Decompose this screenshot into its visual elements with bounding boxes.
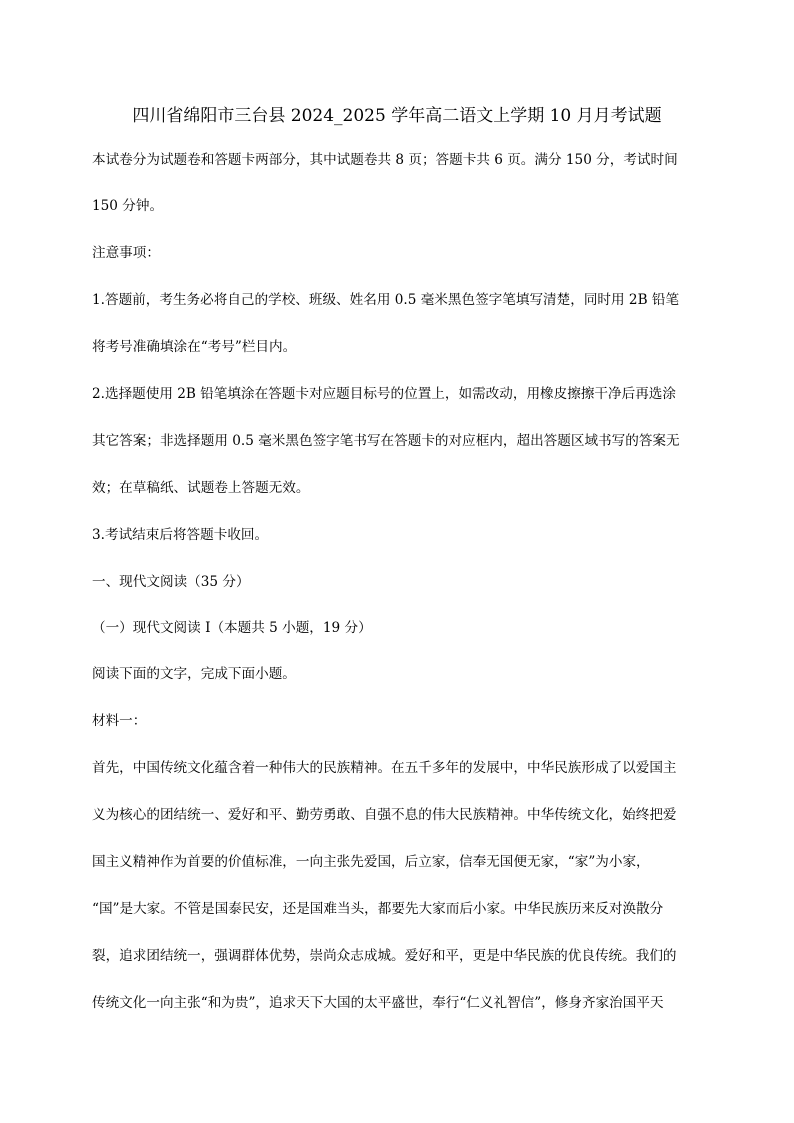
material-label: 材料一： (92, 713, 147, 729)
passage-line-2: 义为核心的团结统一、爱好和平、勤劳勇敢、自强不息的伟大民族精神。中华传统文化，始终把爱 (92, 807, 677, 823)
note-item-2-line-3: 效；在草稿纸、试题卷上答题无效。 (92, 480, 310, 496)
intro-line-2: 150 分钟。 (92, 198, 164, 214)
intro-line-1: 本试卷分为试题卷和答题卡两部分，其中试题卷共 8 页；答题卡共 6 页。满分 150 分，考试时间 (92, 152, 678, 168)
note-item-3: 3.考试结束后将答题卡收回。 (92, 527, 269, 543)
section-sub-heading: （一）现代文阅读 I（本题共 5 小题，19 分） (92, 620, 372, 636)
notes-heading: 注意事项： (92, 245, 160, 261)
exam-title: 四川省绵阳市三台县 2024_2025 学年高二语文上学期 10 月月考试题 (132, 106, 662, 126)
passage-line-6: 传统文化一向主张“和为贵”，追求天下大国的太平盛世，奉行“仁义礼智信”，修身齐家治国平天 (92, 995, 664, 1011)
passage-line-3: 国主义精神作为首要的价值标准，一向主张先爱国，后立家，信奉无国便无家，“家”为小家， (92, 854, 650, 870)
section-heading: 一、现代文阅读（35 分） (92, 574, 250, 590)
note-item-1-line-2: 将考号准确填涂在“考号”栏目内。 (92, 339, 297, 355)
passage-line-4: “国”是大家。不管是国泰民安，还是国难当头，都要先大家而后小家。中华民族历来反对涣散分 (92, 901, 664, 917)
note-item-1-line-1: 1.答题前，考生务必将自己的学校、班级、姓名用 0.5 毫米黑色签字笔填写清楚，同时用 2B 铅笔 (92, 292, 680, 308)
passage-line-1: 首先，中国传统文化蕴含着一种伟大的民族精神。在五千多年的发展中，中华民族形成了以爱国主 (92, 760, 677, 776)
note-item-2-line-2: 其它答案；非选择题用 0.5 毫米黑色签字笔书写在答题卡的对应框内，超出答题区域书写的答案无 (92, 433, 680, 449)
note-item-2-line-1: 2.选择题使用 2B 铅笔填涂在答题卡对应题目标号的位置上，如需改动，用橡皮擦擦干净后再选涂 (92, 386, 676, 402)
passage-line-5: 裂，追求团结统一，强调群体优势，崇尚众志成城。爱好和平，更是中华民族的优良传统。我们的 (92, 948, 677, 964)
section-instruction: 阅读下面的文字，完成下面小题。 (92, 666, 296, 682)
